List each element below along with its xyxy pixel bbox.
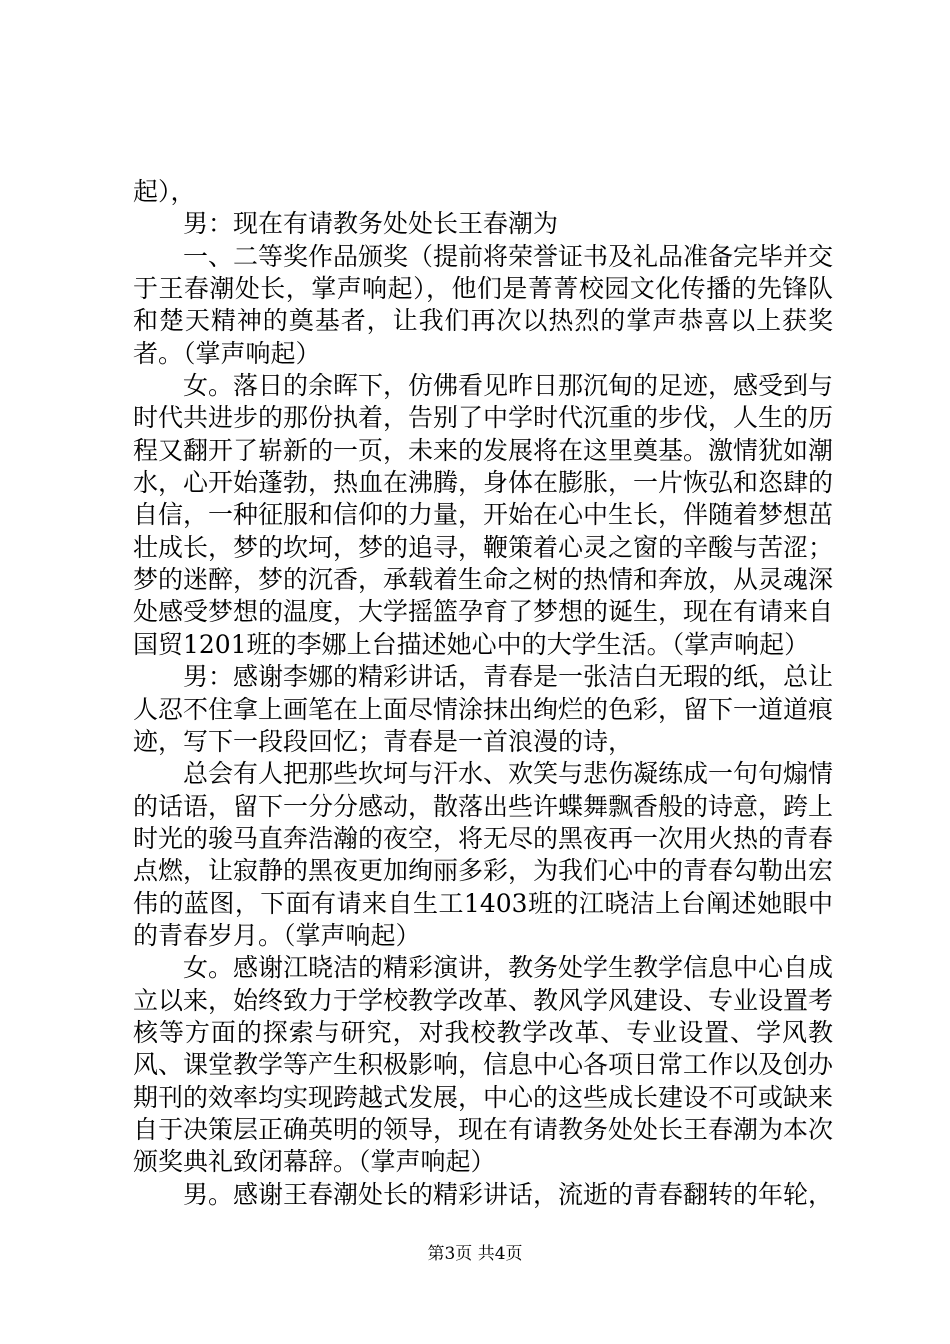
paragraph: 女。感谢江晓洁的精彩演讲，教务处学生教学信息中心自成立以来，始终致力于学校教学改革、教风学风建设、专业设置考核等方面的探索与研究，对我校教学改革、专业设置、学风教风、课堂教学等产生积极影响，信息中心各项日常工作以及创办期刊的效率均实现跨越式发展，中心的这些成长建设不可或缺来自于决策层正确英明的领导，现在有请教务处处长王春潮为本次颁奖典礼致闭幕辞。（掌声响起）: [133, 953, 834, 1177]
paragraph: 总会有人把那些坎坷与汗水、欢笑与悲伤凝练成一句句煽情的话语，留下一分分感动，散落出些许蝶舞飘香般的诗意，跨上时光的骏马直奔浩瀚的夜空，将无尽的黑夜再一次用火热的青春点燃，让寂静的黑夜更加绚丽多彩，为我们心中的青春勾勒出宏伟的蓝图，下面有请来自生工1403班的江晓洁上台阐述她眼中的青春岁月。（掌声响起）: [133, 759, 834, 950]
paragraph-continuation: 起），: [133, 177, 196, 206]
page-number-footer: 第3页 共4页: [427, 1244, 523, 1264]
paragraph: 女。落日的余晖下，仿佛看见昨日那沉甸的足迹，感受到与时代共进步的那份执着，告别了中学时代沉重的步伐，人生的历程又翻开了崭新的一页，未来的发展将在这里奠基。激情犹如潮水，心开始蓬勃，热血在沸腾，身体在膨胀，一片恢弘和恣肆的自信，一种征服和信仰的力量，开始在心中生长，伴随着梦想茁壮成长，梦的坎坷，梦的追寻，鞭策着心灵之窗的辛酸与苦涩；梦的迷醉，梦的沉香，承载着生命之树的热情和奔放，从灵魂深处感受梦想的温度，大学摇篮孕育了梦想的诞生，现在有请来自国贸1201班的李娜上台描述她心中的大学生活。（掌声响起）: [133, 371, 834, 659]
paragraph: 一、二等奖作品颁奖（提前将荣誉证书及礼品准备完毕并交于王春潮处长，掌声响起），他们是菁菁校园文化传播的先锋队和楚天精神的奠基者，让我们再次以热烈的掌声恭喜以上获奖者。（掌声响起）: [133, 241, 834, 368]
paragraph: 男。感谢王春潮处长的精彩讲话，流逝的青春翻转的年轮，: [183, 1179, 834, 1209]
paragraph: 男：感谢李娜的精彩讲话，青春是一张洁白无瑕的纸，总让人忍不住拿上画笔在上面尽情涂抹出绚烂的色彩，留下一道道痕迹，写下一段段回忆；青春是一首浪漫的诗，: [133, 662, 834, 756]
paragraph: 男：现在有请教务处处长王春潮为: [183, 209, 559, 239]
document-body: [133, 176, 833, 1211]
